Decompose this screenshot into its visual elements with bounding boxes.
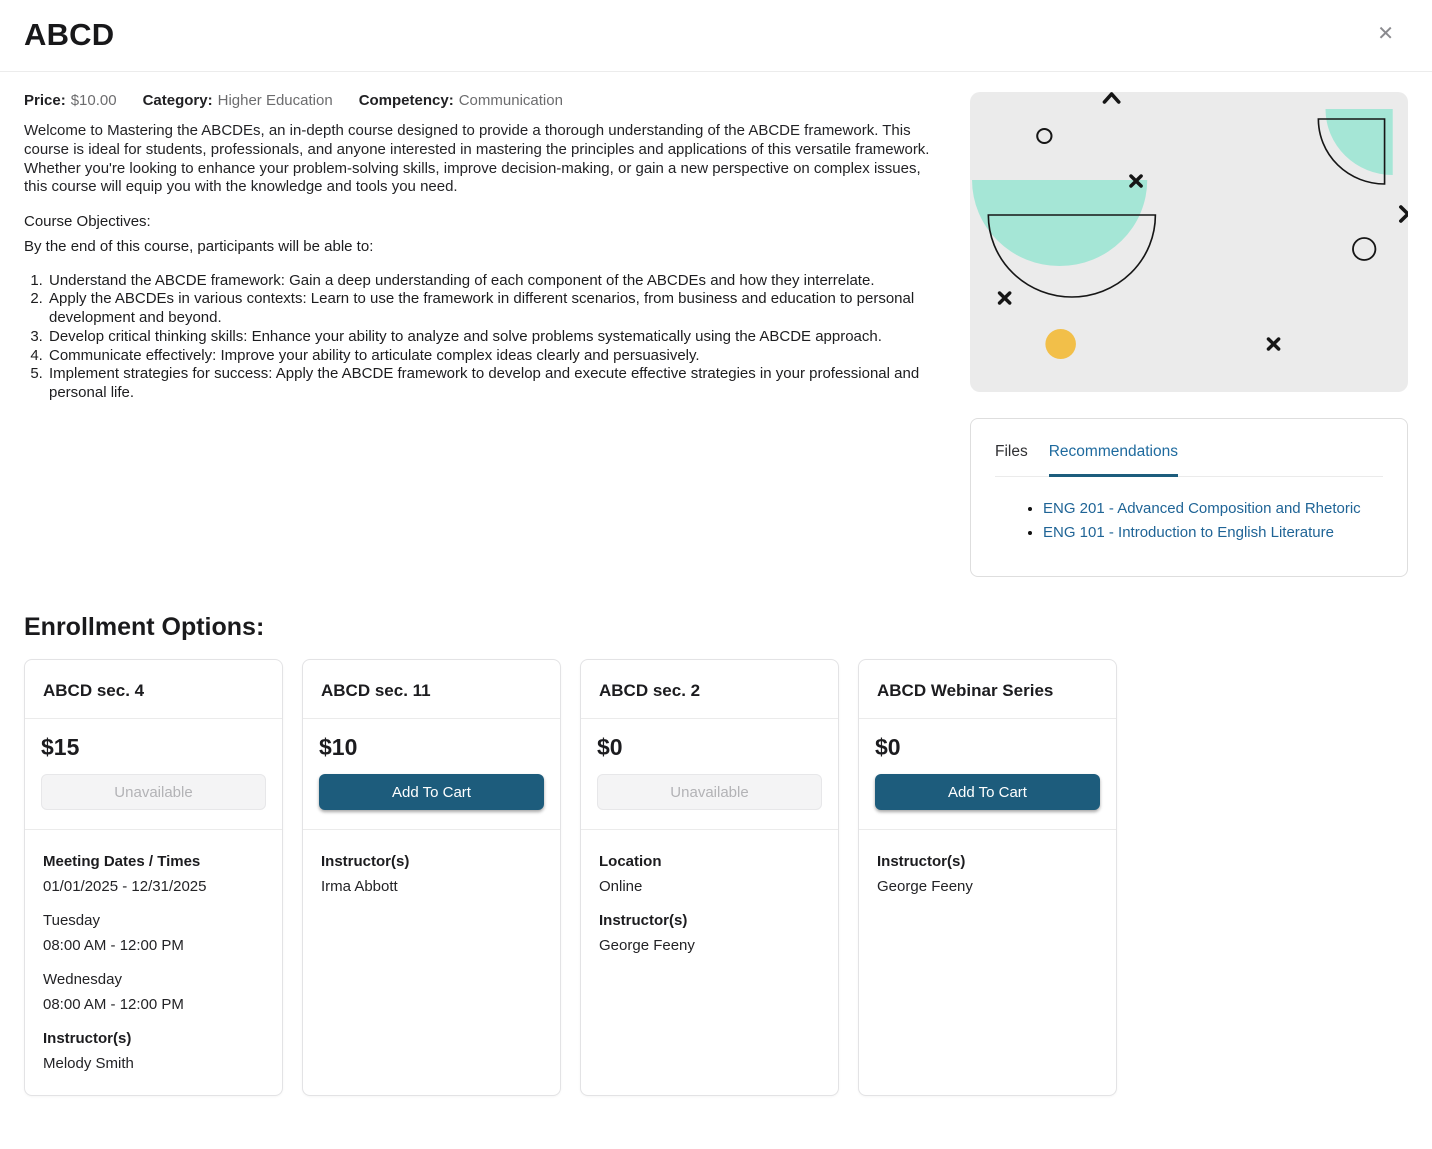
course-description: Welcome to Mastering the ABCDEs, an in-depth course designed to provide a thorough understanding of the ABCDE framework. This course is ideal for students, professionals, and anyone interested in mastering the principles and applications of this versatile framework. Whether you're looking to enhance your problem-solving skills, improve decision-making, or gain a new perspective on complex issues, this course will equip you with the knowledge and tools you need. [24, 122, 930, 196]
detail-label: Instructor(s) [321, 853, 410, 870]
add-to-cart-button[interactable]: Add To Cart [319, 774, 544, 810]
modal-header [0, 0, 1432, 72]
detail-group [43, 1026, 264, 1076]
detail-line: 08:00 AM - 12:00 PM [43, 996, 184, 1013]
detail-line: George Feeny [599, 937, 695, 954]
objectives-heading: Course Objectives: [24, 213, 151, 230]
enrollment-card-abcd-sec-2 [580, 659, 839, 1096]
recommendations-list [995, 500, 1383, 541]
detail-line: George Feeny [877, 878, 973, 895]
detail-label: Location [599, 853, 662, 870]
card-title: ABCD Webinar Series [877, 681, 1054, 700]
meta-category [143, 92, 333, 109]
course-artwork-image [970, 92, 1408, 392]
detail-label: Instructor(s) [877, 853, 966, 870]
card-title: ABCD sec. 2 [599, 681, 701, 700]
enrollment-options-heading: Enrollment Options: [24, 613, 265, 641]
objectives-intro: By the end of this course, participants will be able to: [24, 237, 374, 255]
course-info-column [24, 92, 953, 577]
objective-item: 4. Communicate effectively: Improve your ability to articulate complex ideas clearly and persuasively. [47, 347, 939, 366]
list-item [1043, 524, 1383, 541]
detail-group [599, 908, 820, 958]
unavailable-button: Unavailable [41, 774, 266, 810]
detail-line: Tuesday [43, 912, 100, 929]
card-details [859, 830, 1116, 918]
objectives-list [24, 272, 939, 403]
enrollment-card-abcd-sec-11 [302, 659, 561, 1096]
card-price: $0 [875, 734, 901, 760]
detail-line: 08:00 AM - 12:00 PM [43, 937, 184, 954]
price-label: Price: [24, 92, 66, 109]
detail-line: 01/01/2025 - 12/31/2025 [43, 878, 207, 895]
page-title: ABCD [24, 17, 115, 52]
detail-group [877, 849, 1098, 899]
detail-label: Instructor(s) [43, 1030, 132, 1047]
card-price: $0 [597, 734, 623, 760]
recommendation-link[interactable]: ENG 201 - Advanced Composition and Rhetoric [1043, 500, 1361, 517]
card-title: ABCD sec. 4 [43, 681, 145, 700]
category-value: Higher Education [217, 92, 333, 109]
recommendation-link[interactable]: ENG 101 - Introduction to English Literature [1043, 524, 1334, 541]
competency-value: Communication [458, 92, 563, 109]
course-meta [24, 92, 953, 109]
price-value: $10.00 [70, 92, 117, 109]
detail-line: Melody Smith [43, 1055, 134, 1072]
tab-files[interactable]: Files [995, 443, 1028, 460]
objective-item: 1. Understand the ABCDE framework: Gain a deep understanding of each component of the ABCDEs and how they interrelate. [47, 272, 939, 291]
category-label: Category: [142, 92, 213, 109]
card-details [581, 830, 838, 977]
abstract-shapes-graphic [970, 92, 1408, 392]
enrollment-card-abcd-sec-4 [24, 659, 283, 1096]
detail-group [43, 908, 264, 958]
detail-group [599, 849, 820, 899]
add-to-cart-button[interactable]: Add To Cart [875, 774, 1100, 810]
objective-item: 3. Develop critical thinking skills: Enhance your ability to analyze and solve problems systematically using the ABCDE approach. [47, 328, 939, 347]
modal-content [0, 92, 1432, 1096]
list-item [1043, 500, 1383, 517]
detail-line: Irma Abbott [321, 878, 398, 895]
card-details [303, 830, 560, 918]
course-sidebar [970, 92, 1408, 577]
card-details [25, 830, 282, 1095]
detail-group [43, 967, 264, 1017]
detail-label: Instructor(s) [599, 912, 688, 929]
objective-item: 5. Implement strategies for success: Apply the ABCDE framework to develop and execute effective strategies in your professional and personal life. [47, 365, 939, 403]
meta-competency [359, 92, 563, 109]
enrollment-card-abcd-webinar-series [858, 659, 1117, 1096]
unavailable-button: Unavailable [597, 774, 822, 810]
detail-label: Meeting Dates / Times [43, 853, 201, 870]
related-content-panel [970, 418, 1408, 577]
tab-recommendations[interactable]: Recommendations [1049, 443, 1178, 477]
close-icon[interactable]: ✕ [1377, 23, 1394, 45]
objective-item: 2. Apply the ABCDEs in various contexts: Learn to use the framework in different scenarios, from business and education to personal development and beyond. [47, 290, 939, 328]
detail-line: Wednesday [43, 971, 122, 988]
meta-price [24, 92, 117, 109]
card-price: $10 [319, 734, 358, 760]
detail-group [43, 849, 264, 899]
card-title: ABCD sec. 11 [321, 681, 431, 700]
detail-group [321, 849, 542, 899]
competency-label: Competency: [358, 92, 454, 109]
card-price: $15 [41, 734, 80, 760]
detail-line: Online [599, 878, 643, 895]
enrollment-cards [24, 659, 1408, 1096]
panel-tabs [995, 443, 1383, 477]
